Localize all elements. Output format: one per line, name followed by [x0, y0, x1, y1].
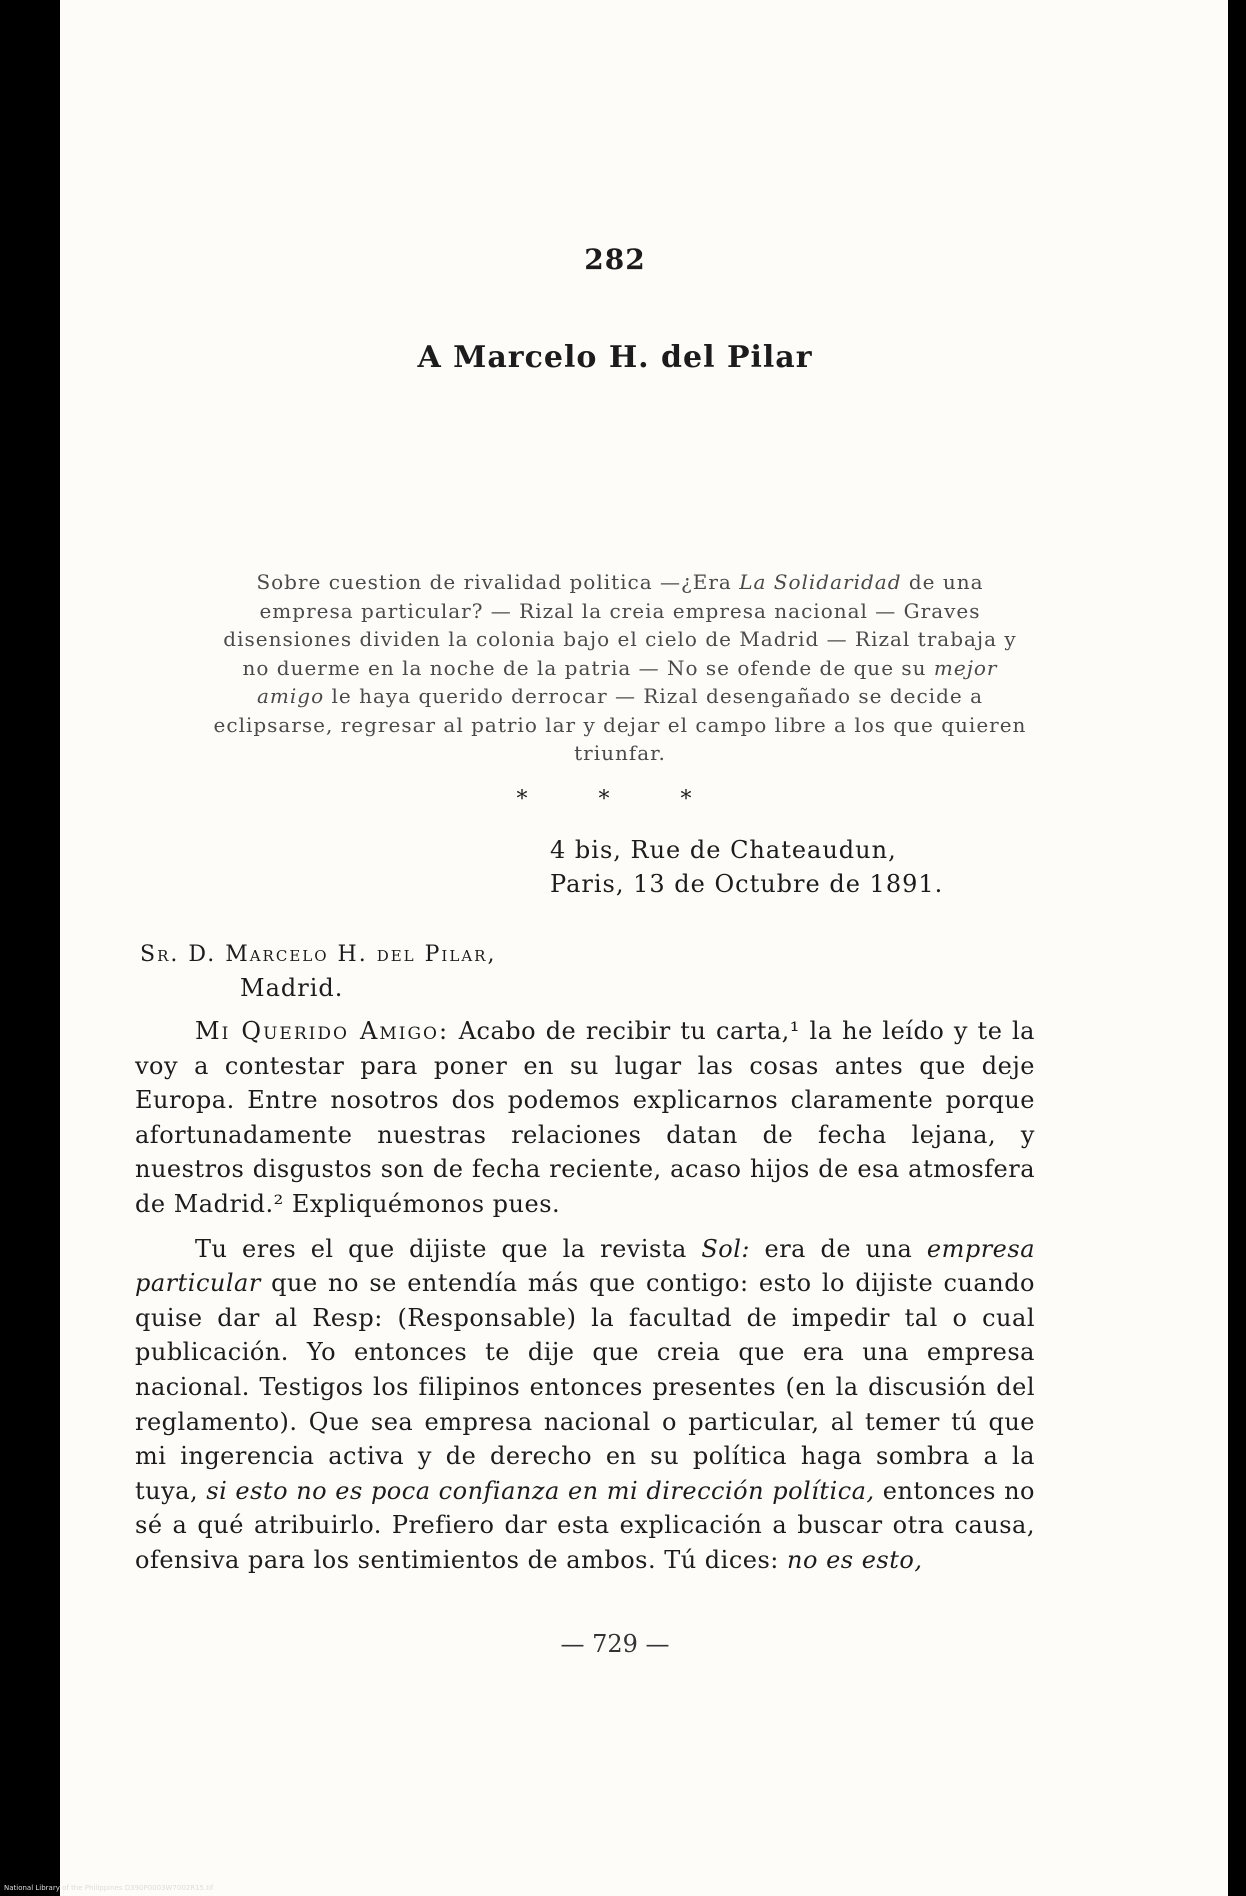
paragraph — [135, 1014, 1035, 1222]
letter-summary — [210, 568, 1030, 768]
letter-body — [135, 1014, 1035, 1578]
paragraph — [135, 1232, 1035, 1578]
paragraph-italic: no es esto, — [787, 1545, 923, 1574]
summary-italic-friend: mejor amigo — [257, 655, 998, 708]
dateline — [550, 833, 943, 901]
letter-title: A Marcelo H. del Pilar — [417, 340, 813, 375]
summary-text: de una empresa particular? — Rizal la creia empresa nacional — Graves disensiones dividen la colonia bajo el cielo de Madrid — Rizal trabaja y no duerme en la noche de la patria — No se ofende de que su — [223, 570, 1017, 680]
dateline-date: Paris, 13 de Octubre de 1891. — [550, 870, 944, 898]
salutation: Mi Querido Amigo: — [195, 1017, 450, 1045]
summary-text: le haya querido derrocar — Rizal desengañado se decide a eclipsarse, regresar al patrio lar y dejar el campo libre a los que quieren triunfar. — [213, 684, 1027, 765]
paragraph-text: Tu eres el que dijiste que la revista — [195, 1234, 702, 1263]
letter-number: 282 — [584, 243, 646, 276]
paragraph-text: era de una — [749, 1234, 927, 1263]
summary-text: Sobre cuestion de rivalidad politica —¿Era — [256, 570, 740, 594]
document-page — [4, 0, 1228, 1896]
paragraph-text: Acabo de recibir tu carta,¹ la he leído y te la voy a contestar para poner en su lugar las cosas antes que deje Europa. Entre nosotros dos podemos explicarnos claramente porque afortunadamente nuestras relaciones datan de fecha lejana, y nuestros disgustos son de fecha reciente, acaso hijos de esa atmosfera de Madrid.² Expliquémonos pues. — [135, 1017, 1035, 1218]
paragraph-text: que no se entendía más que contigo: esto lo dijiste cuando quise dar al Resp: (Responsable) la facultad de impedir tal o cual publicación. Yo entonces te dije que creia que era una empresa nacional. Testigos los filipinos entonces presentes (en la discusión del reglamento). Que sea empresa nacional o particular, al temer tú que mi ingerencia activa y de derecho en su política haga sombra a la tuya, — [135, 1269, 1035, 1505]
paragraph-italic: Sol: — [701, 1234, 750, 1263]
section-separator: * * * — [516, 787, 724, 812]
paragraph-italic: empresa particular — [135, 1234, 1035, 1298]
paragraph-text: entonces no sé a qué atribuirlo. Prefiero dar esta explicación a buscar otra causa, ofensiva para los sentimientos de ambos. Tú dices: — [135, 1476, 1035, 1574]
summary-italic-newspaper: La Solidaridad — [739, 570, 902, 594]
recipient-name: Sr. D. Marcelo H. del Pilar, — [140, 942, 497, 967]
scan-footer: National Library of the Philippines D390P0003W7002R15.tif — [4, 1884, 214, 1892]
dateline-address: 4 bis, Rue de Chateaudun, — [550, 836, 897, 864]
page-number: — 729 — — [560, 1630, 670, 1658]
recipient-city: Madrid. — [240, 974, 344, 1002]
paragraph-italic: si esto no es poca confianza en mi dirección política, — [206, 1476, 875, 1505]
